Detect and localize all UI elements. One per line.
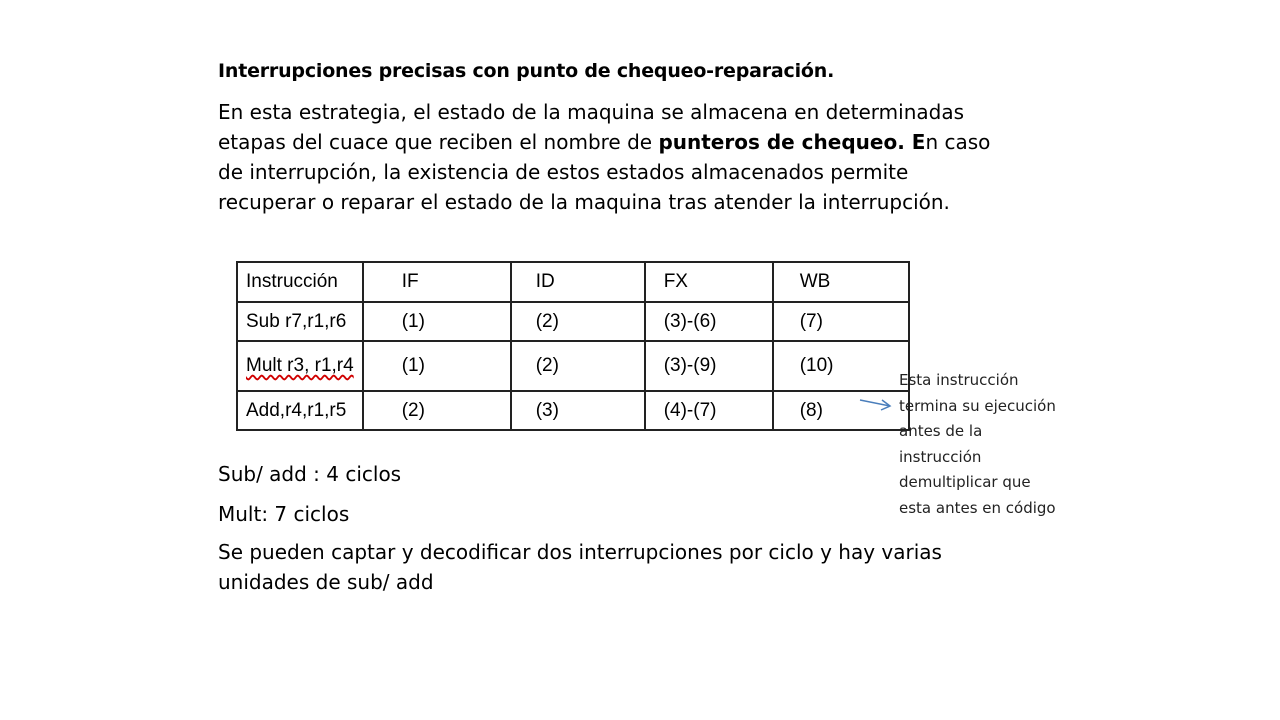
table-row [237,302,909,341]
intro-text: n caso [925,130,991,154]
table-cell: (2) [511,302,645,341]
fact-sub-add: Sub/ add : 4 ciclos [218,462,402,486]
intro-line [218,127,1048,157]
fact-mult: Mult: 7 ciclos [218,502,350,526]
table-row [237,341,909,391]
annotation-line: Esta instrucción [899,371,1019,389]
table-row [237,391,909,430]
intro-paragraph [218,97,1048,217]
intro-line: de interrupción, la existencia de estos estados almacenados permite [218,160,909,184]
header-cell: IF [363,262,511,302]
intro-line: En esta estrategia, el estado de la maquina se almacena en determinadas [218,100,964,124]
table-cell: (1) [363,302,511,341]
table-cell: (7) [773,302,909,341]
table-cell: (8) [773,391,909,430]
table-cell: (1) [363,341,511,391]
instruction-cell: Add,r4,r1,r5 [237,391,363,430]
instruction-cell: Sub r7,r1,r6 [237,302,363,341]
header-cell: Instrucción [237,262,363,302]
annotation-line: instrucción [899,447,982,466]
table-cell: (10) [773,341,909,391]
annotation-line: antes de la [899,422,983,440]
annotation-line: demultiplicar que [899,473,1031,491]
annotation-line: termina su ejecución [899,396,1056,415]
fact-note-line: Se pueden captar y decodificar dos interrupciones por ciclo y hay varias [218,540,942,564]
intro-text: etapas del cuace que reciben el nombre de [218,130,659,154]
header-cell: WB [773,262,909,302]
arrow-icon [858,394,894,414]
table-cell: (3)-(9) [645,341,773,391]
table-cell: (2) [511,341,645,391]
intro-bold-term: punteros de chequeo. E [658,130,926,154]
spellcheck-squiggle: Mult r3, r1,r4 [246,355,354,376]
slide-title: Interrupciones precisas con punto de chequeo-reparación. [218,60,835,82]
header-cell: ID [511,262,645,302]
pipeline-table [236,261,910,431]
annotation-line: esta antes en código [899,498,1056,517]
header-cell: FX [645,262,773,302]
instruction-cell [237,341,363,391]
table-cell: (2) [363,391,511,430]
table-header-row [237,262,909,302]
table-cell: (3) [511,391,645,430]
intro-line: recuperar o reparar el estado de la maquina tras atender la interrupción. [218,190,950,214]
pipeline-table-image [236,261,910,431]
table-cell: (3)-(6) [645,302,773,341]
table-cell: (4)-(7) [645,391,773,430]
fact-note-line: unidades de sub/ add [218,570,434,594]
cycle-facts [218,459,1048,597]
